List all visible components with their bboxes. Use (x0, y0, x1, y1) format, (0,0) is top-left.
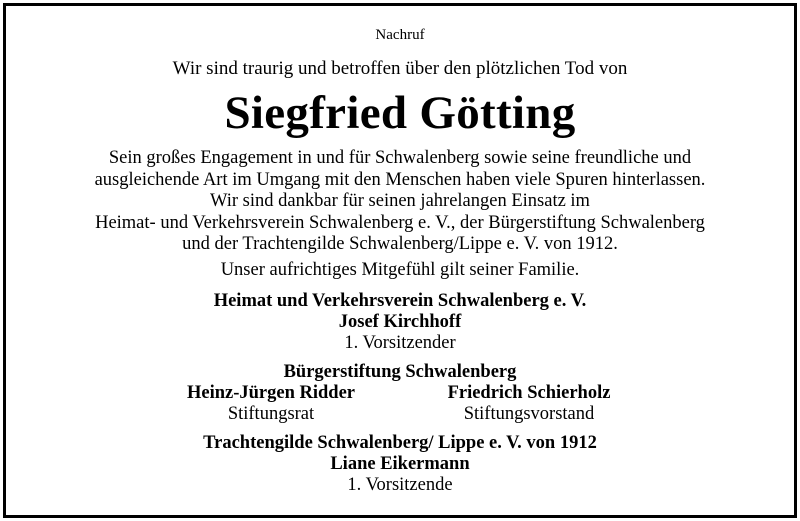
intro-text: Wir sind traurig und betroffen über den plötzlichen Tod von (172, 58, 628, 79)
deceased-name: Siegfried Götting (224, 87, 576, 139)
signature-trachtengilde (6, 433, 794, 496)
tribute-line: und der Trachtengilde Schwalenberg/Lippe e. V. von 1912. (182, 234, 618, 254)
person-role: 1. Vorsitzende (347, 475, 453, 495)
signature-buergerstiftung (6, 362, 794, 425)
person-name: Liane Eikermann (330, 454, 470, 474)
person-name: Josef Kirchhoff (338, 312, 462, 332)
signers-row (6, 383, 794, 425)
person-role: Stiftungsvorstand (463, 404, 595, 424)
org-name: Heimat und Verkehrsverein Schwalenberg e. V. (213, 291, 587, 311)
signature-heimatverein (6, 291, 794, 354)
person-role: 1. Vorsitzender (344, 333, 456, 353)
tribute-line: Heimat- und Verkehrsverein Schwalenberg e. V., der Bürgerstiftung Schwalenberg (95, 212, 705, 233)
tribute-line: ausgleichende Art im Umgang mit den Menschen haben viele Spuren hinterlassen. (94, 169, 706, 190)
notice-label: Nachruf (375, 27, 425, 43)
person-role: Stiftungsrat (227, 404, 315, 424)
person-name: Heinz-Jürgen Ridder (186, 383, 356, 403)
signer-right (404, 383, 654, 425)
tribute-line: Wir sind dankbar für seinen jahrelangen Einsatz im (210, 191, 590, 211)
signer-left (146, 383, 396, 425)
org-name: Trachtengilde Schwalenberg/ Lippe e. V. von 1912 (203, 433, 597, 453)
person-name: Friedrich Schierholz (447, 383, 611, 403)
tribute-line: Sein großes Engagement in und für Schwalenberg sowie seine freundliche und (108, 148, 692, 168)
org-name: Bürgerstiftung Schwalenberg (283, 362, 517, 382)
sympathy-text: Unser aufrichtiges Mitgefühl gilt seiner Familie. (220, 260, 580, 280)
obituary-frame (3, 3, 797, 518)
tribute-paragraph (6, 148, 794, 256)
